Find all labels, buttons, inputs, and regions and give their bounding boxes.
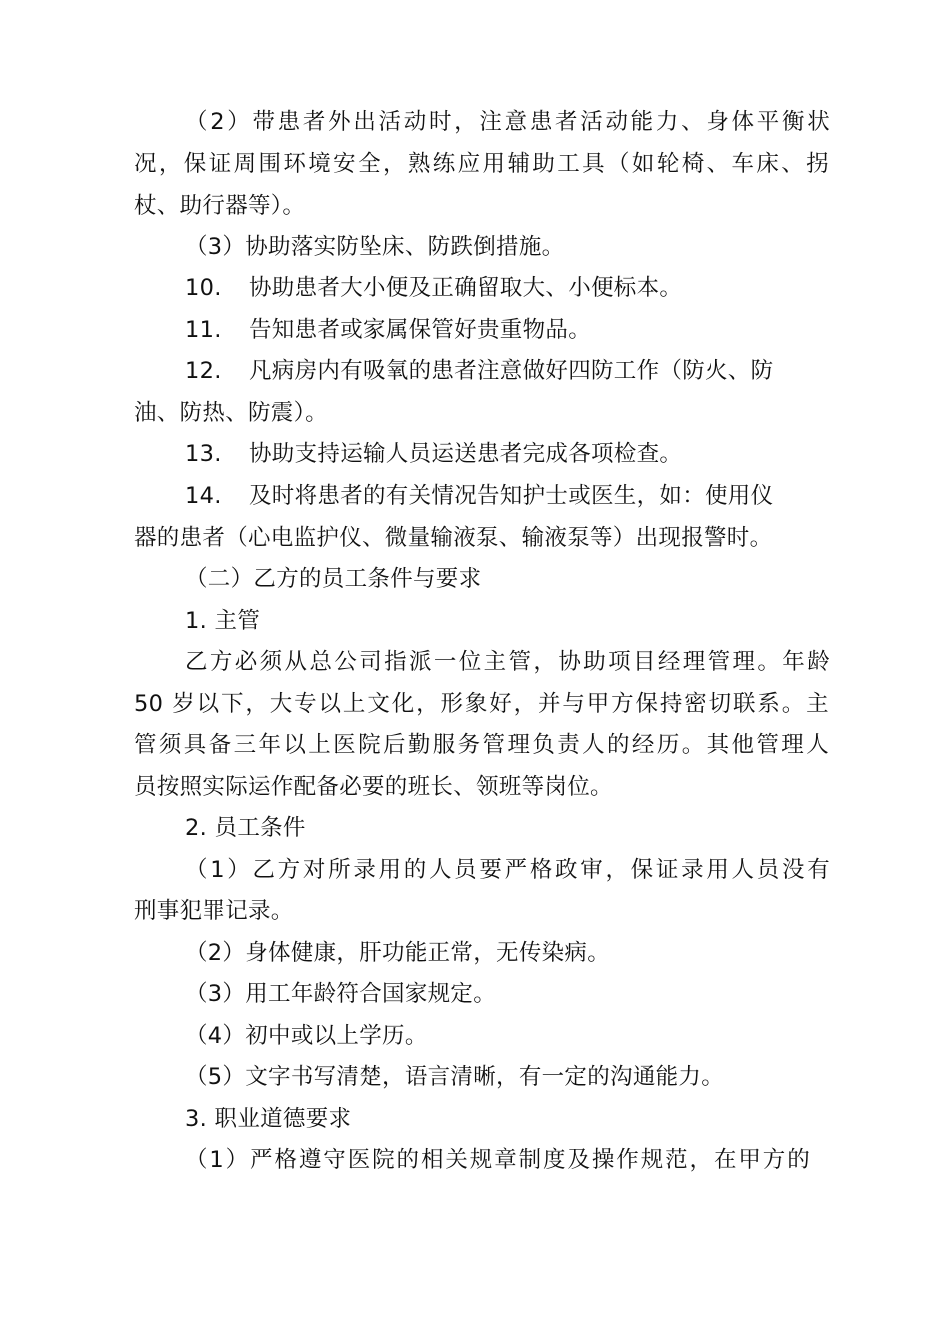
item-text: 凡病房内有吸氧的患者注意做好四防工作（防火、防 (249, 358, 774, 384)
item-text: 及时将患者的有关情况告知护士或医生，如：使用仪 (249, 483, 774, 509)
paragraph-line: （2）身体健康，肝功能正常，无传染病。 (185, 940, 611, 966)
paragraph-line: （4）初中或以上学历。 (185, 1023, 428, 1049)
subsection-heading: 2. 员工条件 (185, 815, 306, 841)
item-number: 11. (185, 317, 222, 343)
paragraph-line: （1）严格遵守医院的相关规章制度及操作规范，在甲方的 (185, 1147, 810, 1173)
paragraph-line: （3）用工年龄符合国家规定。 (185, 981, 497, 1007)
item-number: 14. (185, 483, 222, 509)
item-text: 协助患者大小便及正确留取大、小便标本。 (249, 275, 683, 301)
numbered-item-12 (185, 350, 773, 392)
paragraph-line: （1）乙方对所录用的人员要严格政审，保证录用人员没有 (185, 857, 830, 883)
item-number: 10. (185, 275, 222, 301)
item-text: 告知患者或家属保管好贵重物品。 (249, 317, 592, 343)
paragraph-line: 油、防热、防震）。 (134, 400, 328, 426)
paragraph-line: （3）协助落实防坠床、防跌倒措施。 (185, 234, 565, 260)
paragraph-line: 员按照实际运作配备必要的班长、领班等岗位。 (134, 774, 613, 800)
paragraph-line: 杖、助行器等）。 (134, 193, 306, 219)
numbered-item-13 (185, 433, 682, 475)
paragraph-line: 器的患者（心电监护仪、微量输液泵、输液泵等）出现报警时。 (134, 525, 773, 551)
section-heading: （二）乙方的员工条件与要求 (185, 566, 482, 592)
paragraph-line: 乙方必须从总公司指派一位主管，协助项目经理管理。年龄 (185, 649, 830, 675)
subsection-heading: 1. 主管 (185, 608, 261, 634)
subsection-heading: 3. 职业道德要求 (185, 1106, 352, 1132)
paragraph-line: （2）带患者外出活动时，注意患者活动能力、身体平衡状 (185, 109, 830, 135)
item-number: 13. (185, 441, 222, 467)
numbered-item-14 (185, 475, 773, 517)
paragraph-line: 50 岁以下，大专以上文化，形象好，并与甲方保持密切联系。主 (134, 691, 829, 717)
paragraph-line: （5）文字书写清楚，语言清晰，有一定的沟通能力。 (185, 1064, 725, 1090)
numbered-item-11 (185, 309, 591, 351)
paragraph-line: 刑事犯罪记录。 (134, 898, 294, 924)
numbered-item-10 (185, 267, 682, 309)
paragraph-line: 管须具备三年以上医院后勤服务管理负责人的经历。其他管理人 (134, 732, 829, 758)
item-text: 协助支持运输人员运送患者完成各项检查。 (249, 441, 683, 467)
item-number: 12. (185, 358, 222, 384)
paragraph-line: 况，保证周围环境安全，熟练应用辅助工具（如轮椅、车床、拐 (134, 151, 829, 177)
